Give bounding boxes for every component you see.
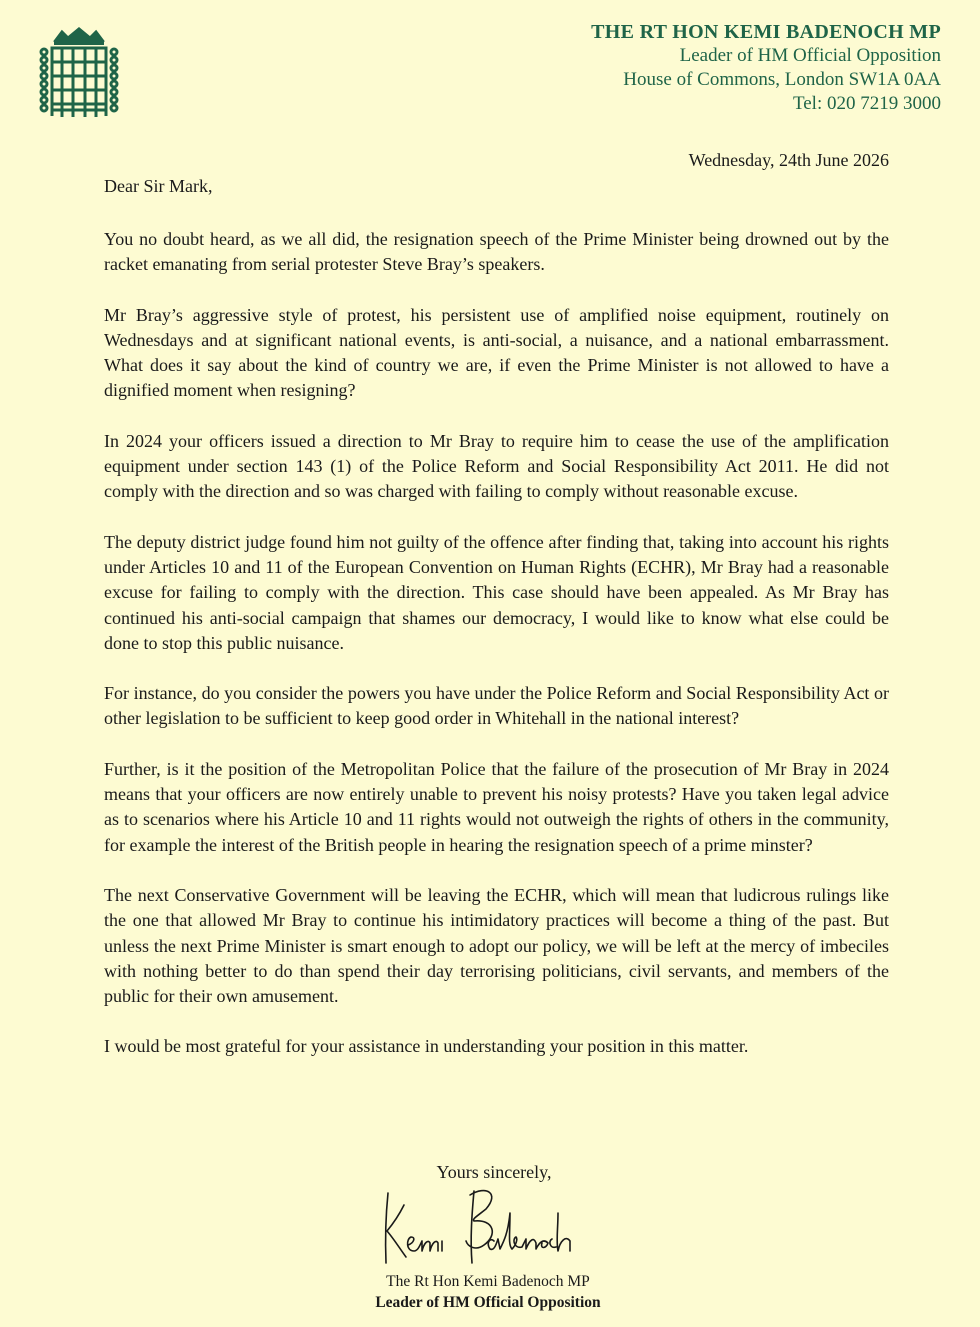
paragraph: The deputy district judge found him not guilty of the offence after finding that, taking into account his rights under Articles 10 and 11 of the European Convention on Human Rights (ECHR), Mr Bray had a reasonable excuse for failing to comply with the direction. This case should have been appealed. As Mr Bray has continued his anti-social campaign that shames our democracy, I would like to know what else could be done to stop this public nuisance.	[104, 531, 889, 653]
letter-date: Wednesday, 24th June 2026	[688, 150, 889, 170]
paragraph: For instance, do you consider the powers you have under the Police Reform and Social Responsibility Act or other legislation to be sufficient to keep good order in Whitehall in the national interest?	[104, 683, 889, 729]
paragraph: Mr Bray’s aggressive style of protest, his persistent use of amplified noise equipment, routinely on Wednesdays and at significant national events, is anti-social, a nuisance, and a national embarrassment. What does it say about the kind of country we are, if even the Prime Minister is not allowed to have a dignified moment when resigning?	[104, 304, 889, 401]
paragraph: The next Conservative Government will be leaving the ECHR, which will mean that ludicrous rulings like the one that allowed Mr Bray to continue his intimidatory practices will become a thing of the past. But unless the next Prime Minister is smart enough to adopt our policy, we will be left at the mercy of imbeciles with nothing better to do than spend their day terrorising politicians, civil servants, and members of the public for their own amusement.	[104, 884, 889, 1007]
signatory-title: Leader of HM Official Opposition	[375, 1294, 601, 1311]
salutation: Dear Sir Mark,	[104, 176, 213, 196]
paragraph: You no doubt heard, as we all did, the resignation speech of the Prime Minister being drowned out by the racket emanating from serial protester Steve Bray’s speakers.	[104, 229, 889, 275]
letterhead-address: House of Commons, London SW1A 0AA	[623, 69, 941, 90]
paragraph: I would be most grateful for your assistance in understanding your position in this matter.	[104, 1036, 749, 1057]
signatory-name: The Rt Hon Kemi Badenoch MP	[386, 1273, 590, 1290]
handwritten-signature	[376, 1183, 616, 1268]
letterhead-role: Leader of HM Official Opposition	[679, 45, 941, 66]
portcullis-icon	[38, 26, 120, 118]
closing: Yours sincerely,	[436, 1162, 552, 1182]
paragraph: In 2024 your officers issued a direction to Mr Bray to require him to cease the use of the amplification equipment under section 143 (1) of the Police Reform and Social Responsibility Act 2011. He did not comply with the direction and so was charged with failing to comply without reasonable excuse.	[104, 430, 889, 502]
letterhead-name: THE RT HON KEMI BADENOCH MP	[591, 21, 941, 43]
letterhead	[591, 20, 941, 116]
paragraph: Further, is it the position of the Metropolitan Police that the failure of the prosecution of Mr Bray in 2024 means that your officers are now entirely unable to prevent his noisy protests? Have you taken legal advice as to scenarios where his Article 10 and 11 rights would not outweigh the rights of others in the community, for example the interest of the British people in hearing the resignation speech of a prime minster?	[104, 758, 889, 855]
letterhead-tel: Tel: 020 7219 3000	[792, 93, 941, 114]
letter-body	[104, 227, 889, 1085]
